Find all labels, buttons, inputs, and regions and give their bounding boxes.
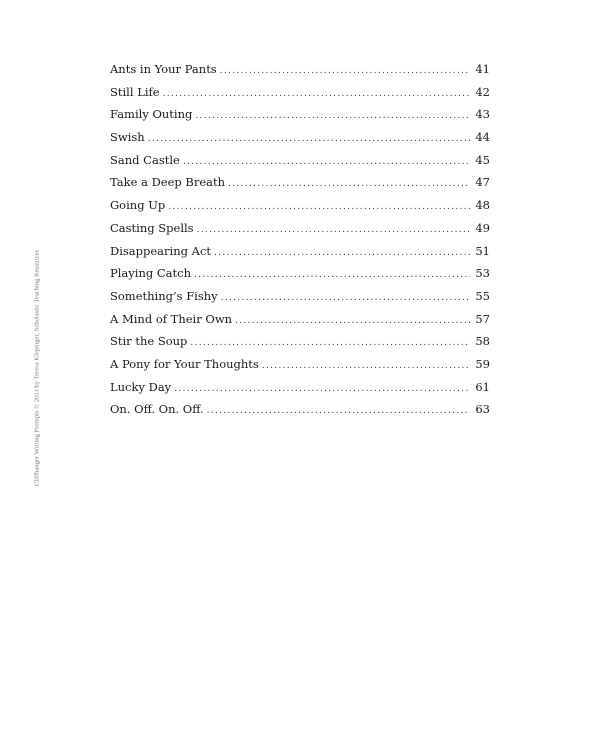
toc-entry-title: Disappearing Act: [110, 243, 212, 258]
toc-entry-page: 41: [475, 62, 490, 76]
toc-entry-title: A Mind of Their Own: [110, 311, 233, 326]
toc-entry-page: 49: [475, 220, 490, 235]
toc-leader-dots: [183, 157, 470, 167]
toc-leader-dots: [197, 225, 470, 235]
toc-leader-dots: [235, 316, 470, 326]
toc-entry: [110, 402, 490, 425]
toc-leader-dots: [207, 406, 470, 416]
toc-entry-page: 47: [475, 175, 490, 190]
toc-entry-title: Something’s Fishy: [110, 288, 218, 303]
toc-leader-dots: [262, 361, 470, 371]
toc-entry: [110, 334, 490, 357]
toc-leader-dots: [163, 89, 470, 99]
toc-entry-page: 42: [475, 84, 490, 99]
toc-leader-dots: [148, 134, 470, 144]
toc-entry-title: Going Up: [110, 198, 166, 213]
toc-entry: [110, 107, 490, 130]
toc-entry: [110, 312, 490, 335]
toc-entry-title: On. Off. On. Off.: [110, 402, 204, 417]
toc-leader-dots: [168, 202, 470, 212]
toc-entry-page: 55: [475, 288, 490, 303]
toc-entry-title: Casting Spells: [110, 220, 194, 235]
toc-entry-title: Ants in Your Pants: [110, 62, 217, 76]
toc-entry-title: Swish: [110, 130, 145, 145]
toc-entry-title: Still Life: [110, 84, 160, 99]
toc-entry-page: 61: [475, 379, 490, 394]
toc-entry: [110, 153, 490, 176]
toc-entry-page: 63: [475, 402, 490, 417]
toc-entry-title: A Pony for Your Thoughts: [110, 356, 259, 371]
toc-leader-dots: [195, 111, 470, 121]
toc-leader-dots: [214, 248, 470, 258]
toc-entry-page: 53: [475, 266, 490, 281]
table-of-contents: [110, 62, 490, 425]
toc-entry: [110, 357, 490, 380]
toc-leader-dots: [221, 293, 470, 303]
toc-entry-title: Family Outing: [110, 107, 193, 122]
toc-entry: [110, 244, 490, 267]
toc-entry: [110, 289, 490, 312]
toc-entry-title: Lucky Day: [110, 379, 172, 394]
toc-entry-page: 59: [475, 356, 490, 371]
toc-entry-title: Sand Castle: [110, 152, 180, 167]
toc-entry: [110, 266, 490, 289]
toc-leader-dots: [220, 66, 470, 76]
toc-entry: [110, 130, 490, 153]
toc-entry: [110, 175, 490, 198]
toc-entry-page: 58: [475, 334, 490, 349]
toc-entry: [110, 62, 490, 85]
toc-leader-dots: [194, 270, 470, 280]
toc-entry: [110, 221, 490, 244]
toc-entry-page: 57: [475, 311, 490, 326]
copyright-notice: Cliffhanger Writing Prompts © 2011 by Teresa Klepinger, Scholastic Teaching Resources: [33, 249, 41, 487]
toc-entry-title: Stir the Soup: [110, 334, 188, 349]
toc-entry: [110, 198, 490, 221]
toc-entry: [110, 85, 490, 108]
toc-entry-page: 51: [475, 243, 490, 258]
toc-entry-page: 44: [475, 130, 490, 145]
toc-entry-page: 48: [475, 198, 490, 213]
toc-entry-title: Take a Deep Breath: [110, 175, 226, 190]
toc-entry-page: 43: [475, 107, 490, 122]
toc-leader-dots: [174, 384, 470, 394]
toc-leader-dots: [190, 338, 470, 348]
toc-leader-dots: [228, 179, 470, 189]
toc-entry: [110, 380, 490, 403]
toc-entry-page: 45: [475, 152, 490, 167]
toc-entry-title: Playing Catch: [110, 266, 191, 281]
